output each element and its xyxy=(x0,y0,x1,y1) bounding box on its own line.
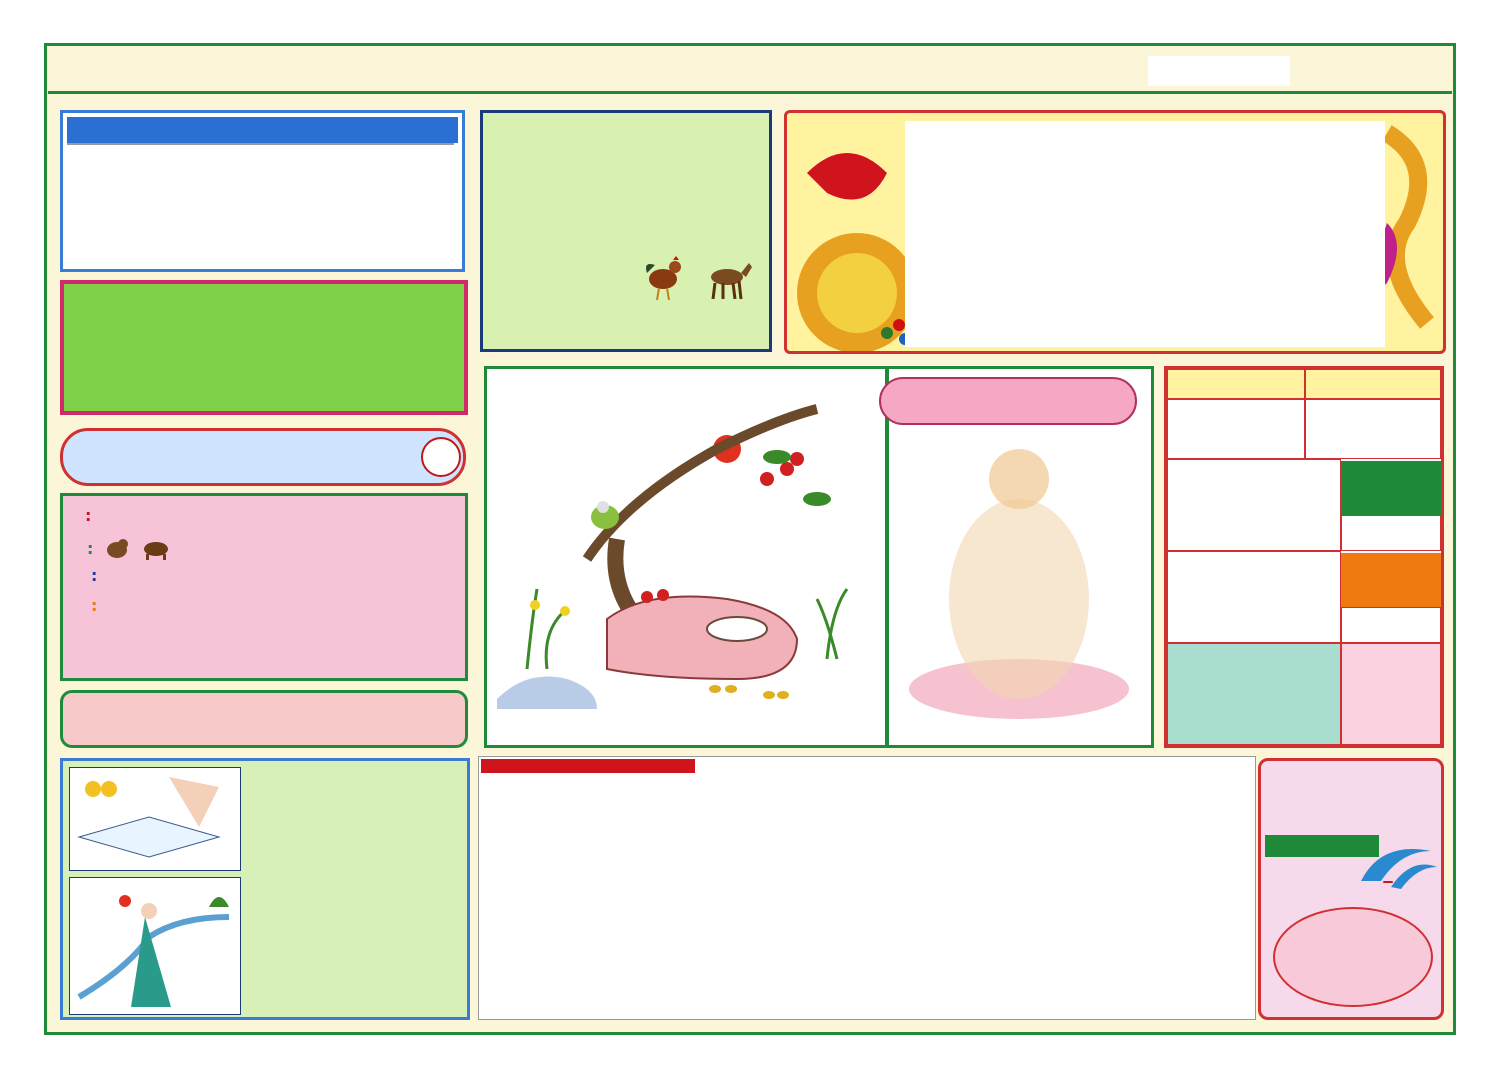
results-box xyxy=(478,756,1256,1020)
fame-box xyxy=(1167,643,1341,745)
bird-rock-drawing xyxy=(487,369,887,745)
strategy-oval xyxy=(1273,907,1433,1007)
col-header-gate xyxy=(67,143,205,145)
count-label-1 xyxy=(1341,461,1441,515)
results-title xyxy=(481,759,695,773)
header-open-2 xyxy=(1305,369,1441,399)
issue-box xyxy=(1148,56,1290,86)
treasure-title xyxy=(879,377,1137,425)
book-illustration xyxy=(69,767,241,871)
fame-number xyxy=(1341,643,1441,745)
col-header-cold xyxy=(277,143,349,145)
count-value-1 xyxy=(1341,515,1441,551)
count-label-2 xyxy=(1341,553,1441,607)
big-small-panel xyxy=(1164,366,1444,748)
number-13 xyxy=(1167,459,1341,551)
buddha-image xyxy=(899,429,1139,729)
article-box xyxy=(60,758,470,1020)
sister-box xyxy=(60,690,468,748)
ox-icon xyxy=(141,536,171,560)
number-32 xyxy=(1167,551,1341,643)
blank-white-area xyxy=(905,121,1385,347)
computer-analysis-box xyxy=(60,280,468,415)
monkey-icon xyxy=(103,536,131,560)
table-title xyxy=(67,117,458,143)
treasure-poem-panel xyxy=(886,366,1154,748)
dolphin-icon xyxy=(1351,831,1441,891)
treasure-picture xyxy=(484,366,888,748)
lucky-box: : : : : xyxy=(60,493,468,681)
ten-period-table xyxy=(60,110,465,272)
special-code-box xyxy=(480,110,772,352)
count-value-2 xyxy=(1341,607,1441,643)
logo-panel xyxy=(784,110,1446,354)
strategy-box xyxy=(1258,758,1444,1020)
col-header-give xyxy=(349,143,454,145)
value-odd xyxy=(1305,399,1441,459)
value-big xyxy=(1167,399,1305,459)
header-open-1 xyxy=(1167,369,1305,399)
strategy-mode xyxy=(1383,881,1393,883)
rooster-icon xyxy=(641,255,691,301)
results-dot-grid xyxy=(697,757,1255,1019)
last-draw-box xyxy=(60,428,466,486)
lady-illustration xyxy=(69,877,241,1015)
special-number xyxy=(421,437,461,477)
horse-icon xyxy=(703,259,755,301)
col-header-hot xyxy=(205,143,277,145)
